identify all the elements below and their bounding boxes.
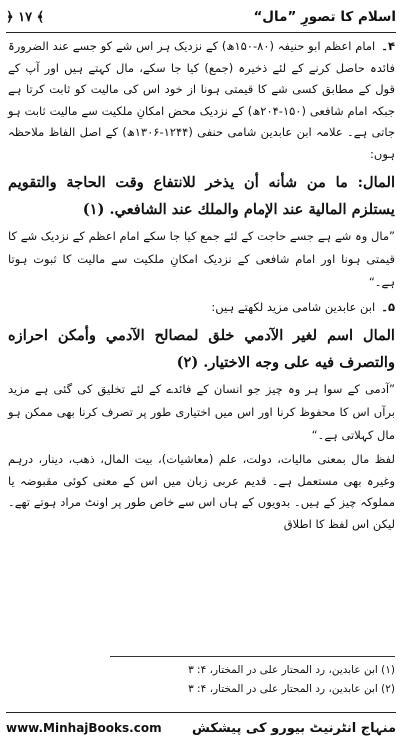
paragraph-number: ۵۔ xyxy=(381,300,395,314)
footnotes xyxy=(110,661,395,699)
main-text xyxy=(8,36,395,535)
paragraph-6: لفظ مال بمعنی مالیات، دولت، علم (معاشیات)، بیت المال، ذهب، دینار، درہم وغیرہ بھی مستعمل ہے۔ قدیم عربی زبان میں اس کے معنی کوئی مقبوضہ یا مملوکہ چیز کے ہیں۔ بدویوں کے ہاں اس سے خاص طور پر اونٹ مراد ہوتے تھے۔ لیکن اس لفظ کا اطلاق xyxy=(8,452,395,531)
footnote-divider xyxy=(110,656,395,657)
footnote-1: (۱) ابن عابدین، رد المحتار علی در المختار، ۴: ۳ xyxy=(188,664,395,676)
arabic-quote-1: المال: ما من شأنه أن يذخر للانتفاع وقت الحاجة والتقويم يستلزم المالية عند الإمام والملك عند الشافعي. (۱) xyxy=(8,174,395,218)
page-header xyxy=(6,3,396,31)
website-link[interactable]: www.MinhajBooks.com xyxy=(6,721,162,735)
footer-divider xyxy=(6,712,396,713)
translation-quote-2: ”آدمی کے سوا ہر وہ چیز جو انسان کے فائدے کے لئے تخلیق کی گئی ہے مزید برآں اس کا محفوظ کرنا اور اس میں اختیاری طور پر تصرف کرنا بھی ممکن ہو مال کہلاتی ہے۔“ xyxy=(8,382,395,442)
publisher-credit: منہاج انٹرنیٹ بیورو کی پیشکش xyxy=(192,720,396,736)
paragraph-5 xyxy=(8,297,395,318)
paragraph-number: ۴۔ xyxy=(381,39,395,53)
paragraph-text: ابن عابدین شامی مزید لکھتے ہیں: xyxy=(211,300,376,314)
footnote-2: (۲) ابن عابدین، رد المحتار علی در المختار، ۴: ۳ xyxy=(188,683,395,695)
translation-quote-1: ”مال وہ شے ہے جسے حاجت کے لئے جمع کیا جا سکے امام اعظم کے نزدیک شے کا قیمتی ہونا اور امام شافعی کے نزدیک امکانِ ملکیت سے مالیت کا ثبوت ہوتا ہے۔“ xyxy=(8,229,395,289)
arabic-quote-2: المال اسم لغير الآدمي خلق لمصالح الآدمي وأمكن احرازه والتصرف فيه على وجه الاختيار. (۲) xyxy=(8,327,395,371)
paragraph-text: امام اعظم ابو حنیفہ (۸۰-۱۵۰ھ) کے نزدیک ہر اس شے کو جسے عند الضرورۃ فائدہ حاصل کرنے کے لئے ذخیرہ (جمع) کیا جا سکے، مال کہتے ہیں اور آپ کے قول کے مطابق کسی شے کا قیمتی ہونا از خود اس کی مالیت کو ثابت کرتا ہے جبکہ امام شافعی (۱۵۰-۲۰۴ھ) کے نزدیک محض امکانِ ملکیت سے مالیت ثابت ہو جاتی ہے۔ علامہ ابن عابدین شامی حنفی (۱۲۴۴-۱۳۰۶ھ) کے اصل الفاظ ملاحظہ ہوں: xyxy=(8,39,395,161)
chapter-title: اسلام کا تصورِ ”مال“ xyxy=(253,9,396,25)
header-divider xyxy=(6,32,396,33)
page-footer xyxy=(6,715,396,741)
paragraph-4 xyxy=(8,36,395,165)
page-number: ﴿ ۱۷ ﴾ xyxy=(6,9,45,25)
